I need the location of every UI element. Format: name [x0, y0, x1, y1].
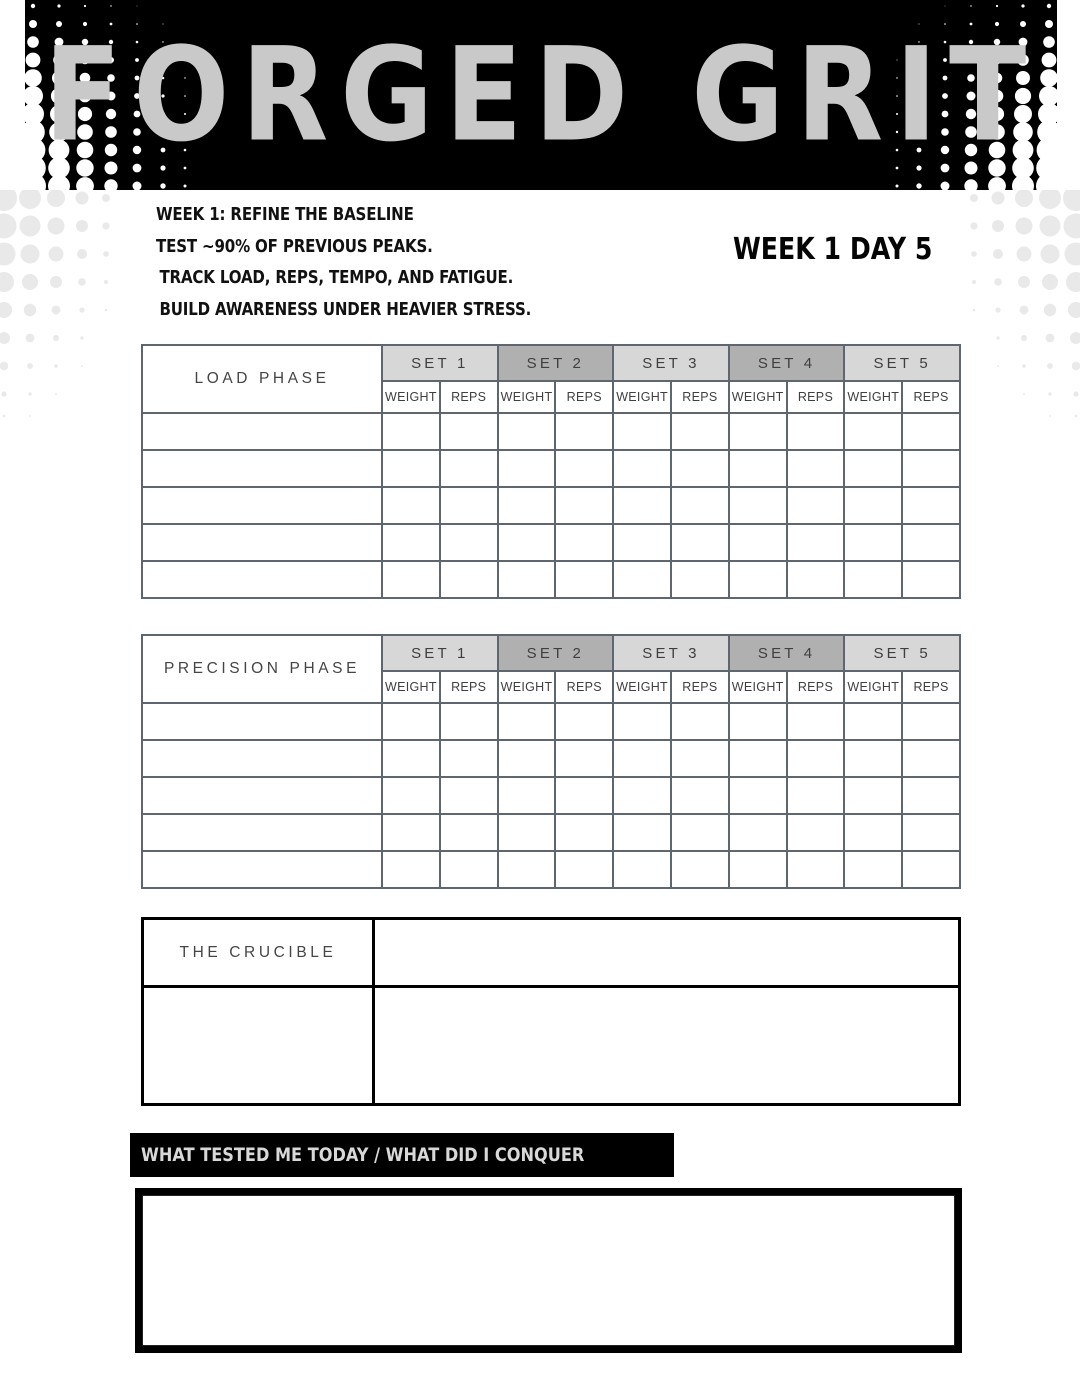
reps-cell[interactable]: [555, 703, 613, 740]
weight-cell[interactable]: [382, 413, 440, 450]
reps-cell[interactable]: [787, 524, 845, 561]
weight-cell[interactable]: [844, 851, 902, 888]
reps-cell[interactable]: [671, 851, 729, 888]
weight-cell[interactable]: [382, 561, 440, 598]
reps-cell[interactable]: [440, 740, 498, 777]
intro-line-4: BUILD AWARENESS UNDER HEAVIER STRESS.: [159, 299, 532, 320]
exercise-name-cell[interactable]: [142, 740, 382, 777]
weight-cell[interactable]: [729, 777, 787, 814]
weight-cell[interactable]: [382, 777, 440, 814]
weight-cell[interactable]: [844, 450, 902, 487]
weight-cell[interactable]: [613, 413, 671, 450]
reps-cell[interactable]: [555, 740, 613, 777]
weight-cell[interactable]: [498, 740, 556, 777]
reps-cell[interactable]: [440, 413, 498, 450]
crucible-table: [141, 917, 961, 1106]
weight-cell[interactable]: [729, 740, 787, 777]
weight-cell[interactable]: [382, 814, 440, 851]
weight-cell[interactable]: [729, 814, 787, 851]
reps-cell[interactable]: [902, 561, 960, 598]
set-header-2: SET 2: [498, 635, 614, 671]
weight-cell[interactable]: [498, 487, 556, 524]
weight-cell[interactable]: [729, 487, 787, 524]
reps-cell[interactable]: [440, 703, 498, 740]
weight-cell[interactable]: [498, 413, 556, 450]
weight-cell[interactable]: [729, 413, 787, 450]
weight-cell[interactable]: [844, 703, 902, 740]
weight-cell[interactable]: [613, 814, 671, 851]
reps-cell[interactable]: [671, 487, 729, 524]
reps-cell[interactable]: [902, 740, 960, 777]
weight-cell[interactable]: [844, 561, 902, 598]
reps-cell[interactable]: [440, 524, 498, 561]
exercise-name-cell[interactable]: [142, 450, 382, 487]
weight-cell[interactable]: [613, 487, 671, 524]
subheader-reps-1: REPS: [440, 671, 498, 703]
table-row[interactable]: [142, 524, 960, 561]
exercise-name-cell[interactable]: [142, 487, 382, 524]
table-row[interactable]: [142, 703, 960, 740]
weight-cell[interactable]: [382, 524, 440, 561]
table-row[interactable]: [142, 740, 960, 777]
load-phase-table: [141, 344, 961, 599]
reps-cell[interactable]: [555, 487, 613, 524]
weight-cell[interactable]: [498, 524, 556, 561]
reps-cell[interactable]: [787, 703, 845, 740]
exercise-name-cell[interactable]: [142, 524, 382, 561]
subheader-weight-5: WEIGHT: [844, 381, 902, 413]
set-header-3: SET 3: [613, 635, 729, 671]
reps-cell[interactable]: [787, 851, 845, 888]
exercise-name-cell[interactable]: [142, 561, 382, 598]
reps-cell[interactable]: [671, 703, 729, 740]
reps-cell[interactable]: [440, 814, 498, 851]
table-row[interactable]: [142, 487, 960, 524]
weight-cell[interactable]: [613, 450, 671, 487]
crucible-row-top: [143, 919, 960, 987]
reps-cell[interactable]: [555, 450, 613, 487]
weight-cell[interactable]: [498, 450, 556, 487]
reps-cell[interactable]: [440, 450, 498, 487]
halftone-fade-right: [960, 190, 1080, 420]
reflection-banner-label: WHAT TESTED ME TODAY / WHAT DID I CONQUER: [141, 1144, 585, 1166]
exercise-name-cell[interactable]: [142, 851, 382, 888]
exercise-name-cell[interactable]: [142, 814, 382, 851]
crucible-blank-left[interactable]: [143, 987, 374, 1105]
subheader-reps-2: REPS: [555, 381, 613, 413]
reflection-banner: [130, 1133, 674, 1177]
weight-cell[interactable]: [844, 413, 902, 450]
table-header-row: [142, 635, 960, 671]
table-header-row: [142, 345, 960, 381]
weight-cell[interactable]: [498, 851, 556, 888]
set-header-4: SET 4: [729, 635, 845, 671]
subheader-reps-4: REPS: [787, 671, 845, 703]
weight-cell[interactable]: [613, 561, 671, 598]
set-header-5: SET 5: [844, 345, 960, 381]
reps-cell[interactable]: [440, 561, 498, 598]
table-row[interactable]: [142, 851, 960, 888]
subheader-reps-5: REPS: [902, 381, 960, 413]
subheader-weight-5: WEIGHT: [844, 671, 902, 703]
reps-cell[interactable]: [787, 413, 845, 450]
set-header-2: SET 2: [498, 345, 614, 381]
weight-cell[interactable]: [613, 851, 671, 888]
crucible-notes[interactable]: [374, 987, 960, 1105]
intro-text-block: [156, 200, 592, 326]
weight-cell[interactable]: [382, 740, 440, 777]
weight-cell[interactable]: [498, 777, 556, 814]
intro-line-3: TRACK LOAD, REPS, TEMPO, AND FATIGUE.: [159, 268, 514, 288]
subheader-weight-1: WEIGHT: [382, 671, 440, 703]
subheader-weight-4: WEIGHT: [729, 381, 787, 413]
crucible-label: THE CRUCIBLE: [143, 919, 374, 987]
reps-cell[interactable]: [787, 777, 845, 814]
table-row[interactable]: [142, 814, 960, 851]
reps-cell[interactable]: [555, 851, 613, 888]
table-row[interactable]: [142, 450, 960, 487]
weight-cell[interactable]: [382, 851, 440, 888]
set-header-1: SET 1: [382, 635, 498, 671]
exercise-name-cell[interactable]: [142, 777, 382, 814]
reps-cell[interactable]: [671, 814, 729, 851]
precision-phase-table: [141, 634, 961, 889]
subheader-reps-4: REPS: [787, 381, 845, 413]
weight-cell[interactable]: [613, 740, 671, 777]
reps-cell[interactable]: [787, 487, 845, 524]
reps-cell[interactable]: [555, 561, 613, 598]
weight-cell[interactable]: [382, 450, 440, 487]
crucible-row-bottom: [143, 987, 960, 1105]
phase-label-precision: PRECISION PHASE: [142, 635, 382, 703]
subheader-reps-2: REPS: [555, 671, 613, 703]
table-row[interactable]: [142, 413, 960, 450]
reps-cell[interactable]: [902, 413, 960, 450]
subheader-weight-4: WEIGHT: [729, 671, 787, 703]
reps-cell[interactable]: [671, 777, 729, 814]
reps-cell[interactable]: [902, 524, 960, 561]
weight-cell[interactable]: [613, 777, 671, 814]
reps-cell[interactable]: [787, 814, 845, 851]
subheader-reps-5: REPS: [902, 671, 960, 703]
reps-cell[interactable]: [787, 740, 845, 777]
reps-cell[interactable]: [902, 814, 960, 851]
reps-cell[interactable]: [902, 450, 960, 487]
exercise-name-cell[interactable]: [142, 703, 382, 740]
table-row[interactable]: [142, 777, 960, 814]
weight-cell[interactable]: [729, 703, 787, 740]
set-header-3: SET 3: [613, 345, 729, 381]
reps-cell[interactable]: [671, 561, 729, 598]
intro-line-1: WEEK 1: REFINE THE BASELINE: [156, 205, 414, 225]
weight-cell[interactable]: [729, 524, 787, 561]
subheader-reps-3: REPS: [671, 381, 729, 413]
phase-label-load: LOAD PHASE: [142, 345, 382, 413]
weight-cell[interactable]: [844, 524, 902, 561]
reps-cell[interactable]: [671, 524, 729, 561]
weight-cell[interactable]: [498, 814, 556, 851]
exercise-name-cell[interactable]: [142, 413, 382, 450]
reps-cell[interactable]: [787, 561, 845, 598]
subheader-weight-3: WEIGHT: [613, 381, 671, 413]
set-header-1: SET 1: [382, 345, 498, 381]
reflection-box[interactable]: [135, 1188, 962, 1353]
reps-cell[interactable]: [440, 851, 498, 888]
reps-cell[interactable]: [902, 851, 960, 888]
day-badge: WEEK 1 DAY 5: [732, 232, 932, 267]
weight-cell[interactable]: [498, 703, 556, 740]
reps-cell[interactable]: [555, 413, 613, 450]
reps-cell[interactable]: [555, 777, 613, 814]
intro-line-2: TEST ~90% OF PREVIOUS PEAKS.: [156, 236, 433, 257]
reps-cell[interactable]: [902, 703, 960, 740]
reps-cell[interactable]: [671, 740, 729, 777]
set-header-4: SET 4: [729, 345, 845, 381]
subheader-weight-2: WEIGHT: [498, 381, 556, 413]
subheader-weight-1: WEIGHT: [382, 381, 440, 413]
subheader-weight-3: WEIGHT: [613, 671, 671, 703]
reps-cell[interactable]: [671, 450, 729, 487]
table-row[interactable]: [142, 561, 960, 598]
subheader-reps-3: REPS: [671, 671, 729, 703]
weight-cell[interactable]: [729, 450, 787, 487]
header-banner: [25, 0, 1057, 190]
logo-wrap: [25, 0, 1057, 190]
reps-cell[interactable]: [902, 777, 960, 814]
weight-cell[interactable]: [844, 777, 902, 814]
weight-cell[interactable]: [498, 561, 556, 598]
weight-cell[interactable]: [729, 851, 787, 888]
reps-cell[interactable]: [902, 487, 960, 524]
weight-cell[interactable]: [613, 703, 671, 740]
weight-cell[interactable]: [382, 703, 440, 740]
logo-title: FORGED GRIT: [43, 19, 1039, 171]
reps-cell[interactable]: [555, 814, 613, 851]
weight-cell[interactable]: [844, 740, 902, 777]
set-header-5: SET 5: [844, 635, 960, 671]
weight-cell[interactable]: [844, 814, 902, 851]
reps-cell[interactable]: [440, 777, 498, 814]
reps-cell[interactable]: [787, 450, 845, 487]
reps-cell[interactable]: [671, 413, 729, 450]
subheader-weight-2: WEIGHT: [498, 671, 556, 703]
reps-cell[interactable]: [440, 487, 498, 524]
subheader-reps-1: REPS: [440, 381, 498, 413]
halftone-fade-left: [0, 190, 120, 420]
weight-cell[interactable]: [382, 487, 440, 524]
weight-cell[interactable]: [729, 561, 787, 598]
crucible-field[interactable]: [374, 919, 960, 987]
weight-cell[interactable]: [613, 524, 671, 561]
reps-cell[interactable]: [555, 524, 613, 561]
reflection-input[interactable]: [142, 1195, 955, 1346]
weight-cell[interactable]: [844, 487, 902, 524]
